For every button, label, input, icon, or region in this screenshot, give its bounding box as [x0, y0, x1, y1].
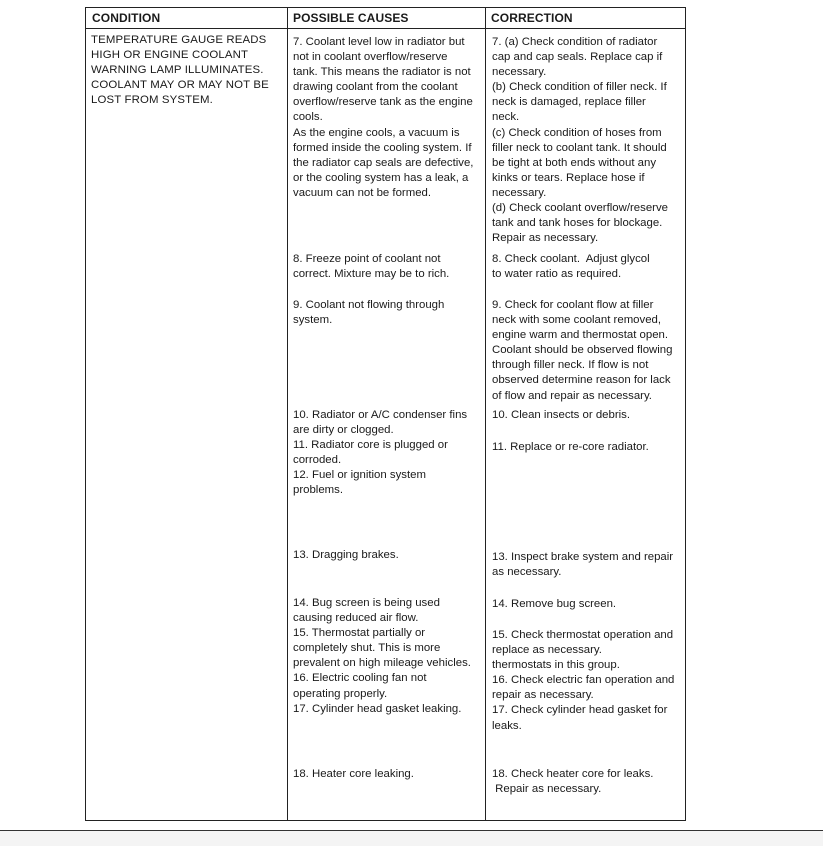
header-divider [86, 28, 685, 29]
cause-7: 7. Coolant level low in radiator but not in coolant overflow/reserve tank. This means the radiator is not drawing coolant from the coolant overflow/reserve tank as the engine cools. As the engine cools, a vacuum is formed inside the cooling system. If the radiator cap seals are defective, or the cooling system has a leak, a vacuum can not be formed. [293, 36, 474, 199]
page-bottom-band [0, 831, 823, 846]
correction-13: 13. Inspect brake system and repair as necessary. [492, 551, 674, 579]
troubleshooting-table [85, 7, 686, 821]
column-divider-1 [287, 8, 288, 820]
cause-8: 8. Freeze point of coolant not correct. Mixture may be to rich. [293, 253, 450, 281]
correction-15-17: 15. Check thermostat operation and replace as necessary. thermostats in this group. 16. Check electric fan operation and repair as necessary. 17. Check cylinder head gasket for leaks. [492, 629, 675, 732]
correction-11: 11. Replace or re-core radiator. [492, 441, 649, 453]
correction-14: 14. Remove bug screen. [492, 598, 617, 610]
column-divider-2 [485, 8, 486, 820]
header-possible-causes: POSSIBLE CAUSES [293, 11, 409, 25]
correction-8: 8. Check coolant. Adjust glycol to water ratio as required. [492, 253, 650, 281]
header-condition: CONDITION [92, 11, 161, 25]
cause-18: 18. Heater core leaking. [293, 768, 414, 780]
correction-10: 10. Clean insects or debris. [492, 409, 631, 421]
cause-9: 9. Coolant not flowing through system. [293, 299, 445, 327]
condition-text: TEMPERATURE GAUGE READS HIGH OR ENGINE COOLANT WARNING LAMP ILLUMINATES. COOLANT MAY OR MAY NOT BE LOST FROM SYSTEM. [91, 34, 269, 107]
header-correction: CORRECTION [491, 11, 573, 25]
cause-13: 13. Dragging brakes. [293, 549, 399, 561]
correction-7: 7. (a) Check condition of radiator cap and cap seals. Replace cap if necessary. (b) Check condition of filler neck. If neck is damaged, replace filler neck. (c) Check condition of hoses from filler neck to coolant tank. It should be tight at both ends without any kinks or tears. Replace hose if necessary. (d) Check coolant overflow/reserve tank and tank hoses for blockage. Repair as necessary. [492, 36, 668, 245]
correction-18: 18. Check heater core for leaks. Repair as necessary. [492, 768, 654, 796]
cause-14-17: 14. Bug screen is being used causing reduced air flow. 15. Thermostat partially or completely shut. This is more prevalent on high mileage vehicles. 16. Electric cooling fan not operating properly. 17. Cylinder head gasket leaking. [293, 597, 471, 715]
correction-9: 9. Check for coolant flow at filler neck with some coolant removed, engine warm and thermostat open. Coolant should be observed flowing through filler neck. If flow is not observed determine reason for lack of flow and repair as necessary. [492, 299, 673, 402]
cause-10-12: 10. Radiator or A/C condenser fins are dirty or clogged. 11. Radiator core is plugged or corroded. 12. Fuel or ignition system problems. [293, 409, 468, 497]
